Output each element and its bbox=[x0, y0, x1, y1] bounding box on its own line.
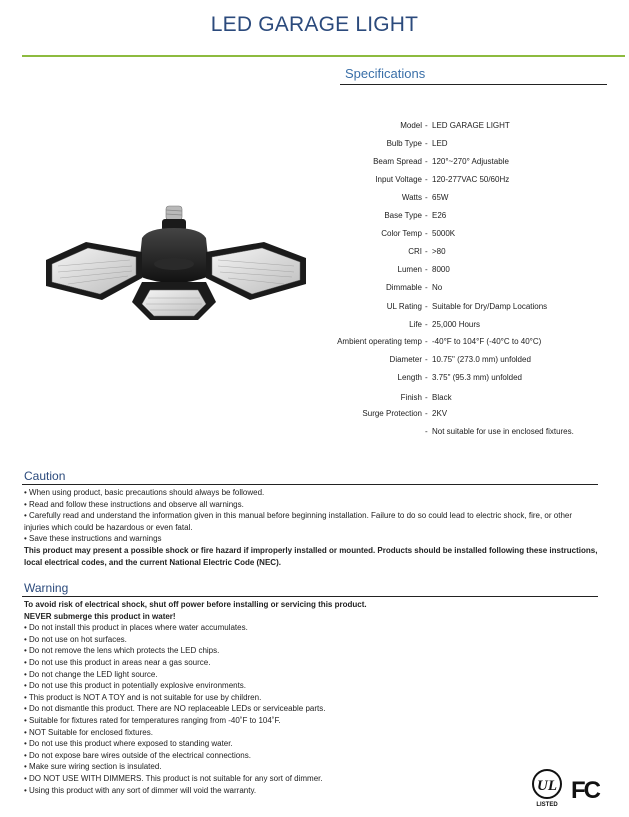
spec-label: Dimmable bbox=[385, 283, 422, 292]
spec-row bbox=[300, 210, 620, 222]
fcc-mark-text: FC bbox=[571, 777, 599, 802]
spec-value: 65W bbox=[432, 193, 449, 202]
specifications-divider bbox=[340, 84, 607, 85]
warning-item: • Do not expose bare wires outside of the electrical connections. bbox=[24, 750, 251, 760]
spec-label: Color Temp bbox=[381, 229, 422, 238]
spec-label: Input Voltage bbox=[375, 175, 422, 184]
spec-row bbox=[300, 392, 620, 404]
spec-row bbox=[300, 138, 620, 150]
warning-heading: Warning bbox=[24, 581, 69, 595]
warning-item: • NOT Suitable for enclosed fixtures. bbox=[24, 727, 153, 737]
spec-value: 120-277VAC 50/60Hz bbox=[432, 175, 510, 184]
spec-label: Life bbox=[409, 320, 422, 329]
spec-label: Base Type bbox=[384, 211, 422, 220]
spec-label: Watts bbox=[401, 193, 422, 202]
spec-label: Diameter bbox=[389, 355, 422, 364]
caution-item: • Save these instructions and warnings bbox=[24, 534, 162, 544]
spec-label: Lumen bbox=[397, 265, 422, 274]
spec-row bbox=[300, 372, 620, 384]
caution-heading: Caution bbox=[24, 469, 66, 483]
spec-value: 2KV bbox=[432, 409, 448, 418]
spec-separator: - bbox=[425, 193, 428, 202]
page-title: LED GARAGE LIGHT bbox=[210, 13, 419, 36]
warning-item: • Do not remove the lens which protects the LED chips. bbox=[24, 646, 220, 656]
spec-value: Suitable for Dry/Damp Locations bbox=[432, 302, 548, 311]
spec-separator: - bbox=[425, 121, 428, 130]
spec-value: 120°~270° Adjustable bbox=[432, 157, 509, 166]
spec-separator: - bbox=[425, 229, 428, 238]
spec-value: 8000 bbox=[432, 265, 450, 274]
spec-row bbox=[300, 264, 620, 276]
ul-listed-logo bbox=[530, 768, 564, 808]
spec-separator: - bbox=[425, 283, 428, 292]
spec-value: 3.75" (95.3 mm) unfolded bbox=[432, 373, 522, 382]
spec-separator: - bbox=[425, 302, 428, 311]
spec-row bbox=[300, 354, 620, 366]
spec-separator: - bbox=[425, 139, 428, 148]
spec-value: LED GARAGE LIGHT bbox=[432, 121, 510, 130]
spec-row bbox=[300, 426, 620, 438]
warning-item: • Do not use this product in areas near a gas source. bbox=[24, 657, 211, 667]
warning-item: • Make sure wiring section is insulated. bbox=[24, 762, 162, 772]
spec-row bbox=[300, 301, 620, 313]
spec-separator: - bbox=[425, 211, 428, 220]
warning-item: • Do not install this product in places where water accumulates. bbox=[24, 623, 248, 633]
specifications-heading: Specifications bbox=[345, 66, 426, 81]
spec-label: Finish bbox=[400, 393, 422, 402]
spec-value: -40°F to 104°F (-40°C to 40°C) bbox=[432, 337, 542, 346]
caution-bold-note: This product may present a possible shock or fire hazard if improperly installed or mounted. Products should be installed following these instructions, local electrical codes, and the current National Electric Code (NEC). bbox=[24, 545, 598, 567]
warning-item: • Using this product with any sort of dimmer will void the warranty. bbox=[24, 785, 257, 795]
title-divider bbox=[22, 55, 625, 57]
spec-label: Beam Spread bbox=[373, 157, 422, 166]
spec-row bbox=[300, 336, 620, 348]
warning-list bbox=[24, 599, 524, 796]
spec-label: Bulb Type bbox=[386, 139, 422, 148]
spec-separator: - bbox=[425, 355, 428, 364]
spec-value: 5000K bbox=[432, 229, 456, 238]
warning-item: • This product is NOT A TOY and is not suitable for use by children. bbox=[24, 692, 262, 702]
spec-value: LED bbox=[432, 139, 448, 148]
warning-item: • Do not use this product where exposed to standing water. bbox=[24, 739, 233, 749]
spec-row bbox=[300, 228, 620, 240]
spec-value: Black bbox=[432, 393, 452, 402]
fcc-logo bbox=[570, 776, 604, 802]
spec-separator: - bbox=[425, 337, 428, 346]
spec-row bbox=[300, 319, 620, 331]
spec-row bbox=[300, 282, 620, 294]
spec-row bbox=[300, 408, 620, 420]
spec-value: No bbox=[432, 283, 443, 292]
spec-separator: - bbox=[425, 393, 428, 402]
caution-list bbox=[24, 487, 598, 568]
spec-separator: - bbox=[425, 427, 428, 436]
caution-divider bbox=[22, 484, 598, 485]
caution-item: • When using product, basic precautions should always be followed. bbox=[24, 488, 265, 497]
spec-label: Ambient operating temp bbox=[337, 337, 422, 346]
warning-bold-line: NEVER submerge this product in water! bbox=[24, 611, 176, 621]
spec-value: Not suitable for use in enclosed fixtures. bbox=[432, 427, 574, 436]
warning-item: • Do not dismantle this product. There are NO replaceable LEDs or serviceable parts. bbox=[24, 704, 326, 714]
spec-label: UL Rating bbox=[386, 302, 422, 311]
spec-separator: - bbox=[425, 320, 428, 329]
spec-separator: - bbox=[425, 265, 428, 274]
ul-listed-text: LISTED bbox=[536, 802, 558, 808]
spec-separator: - bbox=[425, 157, 428, 166]
spec-label: CRI bbox=[408, 247, 422, 256]
spec-separator: - bbox=[425, 175, 428, 184]
spec-separator: - bbox=[425, 247, 428, 256]
warning-item: • Do not use on hot surfaces. bbox=[24, 634, 127, 644]
spec-value: 10.75" (273.0 mm) unfolded bbox=[432, 355, 531, 364]
spec-row bbox=[300, 156, 620, 168]
warning-item: • DO NOT USE WITH DIMMERS. This product is not suitable for any sort of dimmer. bbox=[24, 773, 323, 783]
warning-divider bbox=[22, 596, 598, 597]
caution-item: • Carefully read and understand the information given in this manual before beginning installation. Failure to do so could lead to electric shock, fire, or other injuries which could be hazardous or even fatal. bbox=[24, 511, 573, 532]
warning-item: • Do not change the LED light source. bbox=[24, 669, 158, 679]
spec-separator: - bbox=[425, 409, 428, 418]
spec-row bbox=[300, 120, 620, 132]
caution-item: • Read and follow these instructions and observe all warnings. bbox=[24, 499, 244, 509]
spec-label: Surge Protection bbox=[362, 409, 422, 418]
warning-bold-line: To avoid risk of electrical shock, shut off power before installing or servicing this product. bbox=[24, 600, 367, 609]
spec-label: Model bbox=[400, 121, 422, 130]
spec-separator: - bbox=[425, 373, 428, 382]
spec-label: Length bbox=[397, 373, 422, 382]
ul-mark-text: UL bbox=[537, 778, 557, 794]
garage-light-product-image bbox=[38, 198, 314, 324]
warning-item: • Suitable for fixtures rated for temperatures ranging from -40˚F to 104˚F. bbox=[24, 715, 281, 725]
spec-row bbox=[300, 246, 620, 258]
spec-value: 25,000 Hours bbox=[432, 320, 481, 329]
spec-value: >80 bbox=[432, 247, 446, 256]
spec-row bbox=[300, 174, 620, 186]
warning-item: • Do not use this product in potentially explosive environments. bbox=[24, 681, 247, 691]
spec-value: E26 bbox=[432, 211, 447, 220]
spec-row bbox=[300, 192, 620, 204]
